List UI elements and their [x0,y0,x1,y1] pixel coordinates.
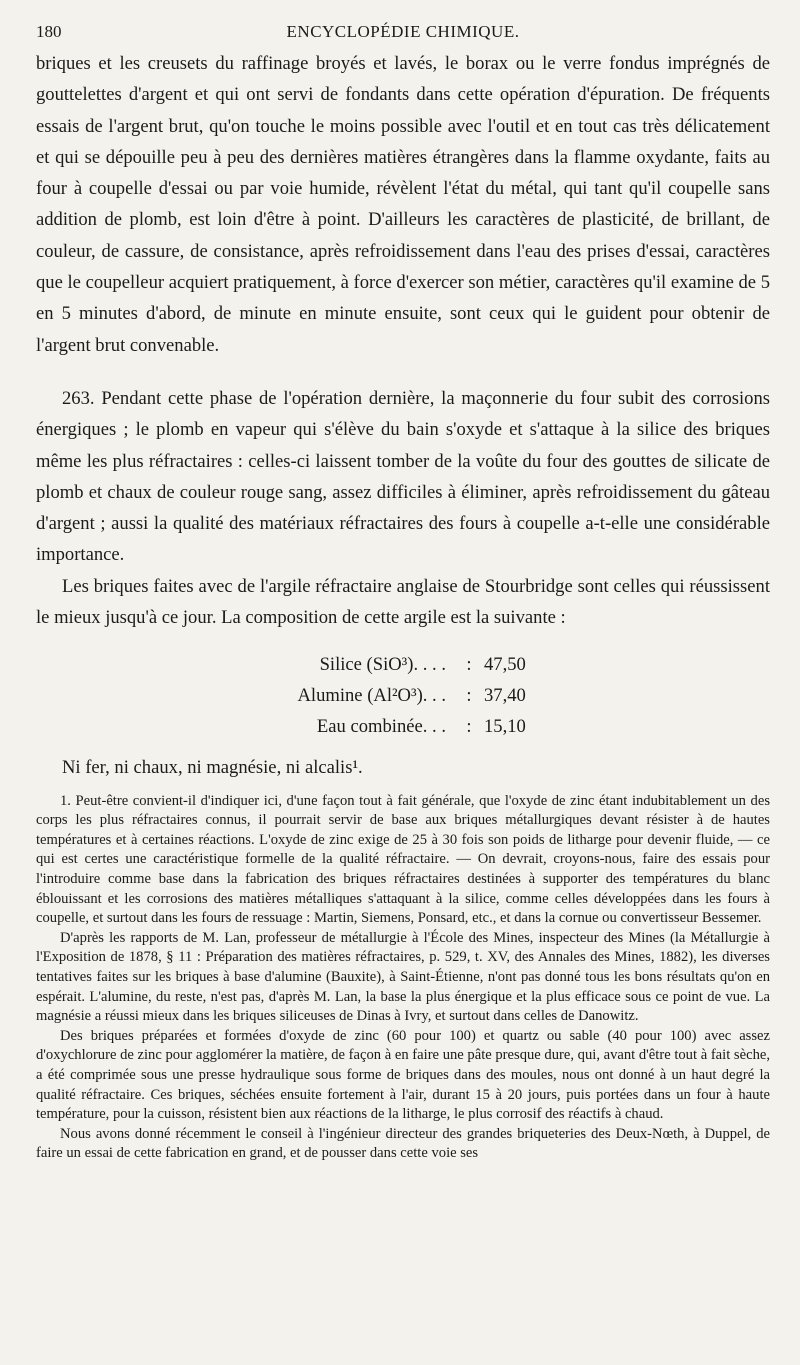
main-text [36,48,770,784]
footnote-zinc-bricks: Des briques préparées et formées d'oxyde de zinc (60 pour 100) et quartz ou sable (40 pour 100) avec assez d'oxychlorure de zinc pour agglomérer la matière, de façon à en faire une pâte presque dure, qui, avant d'être tout à fait sèche, a été comprimée sous une presse hydraulique sous forme de briques dans des moules, nous ont donné à un haut degré la qualité réfractaire. Ces briques, séchées ensuite fortement à l'air, durant 15 à 20 jours, puis portées dans un four à haute température, pour la cuisson, résistent bien aux réactions de la litharge, le plus corrosif des réactifs à chaud. [36,1027,770,1123]
running-title: ENCYCLOPÉDIE CHIMIQUE. [286,22,520,41]
composition-label: Alumine (Al²O³). . . [297,685,446,707]
footnote-1: 1. Peut-être convient-il d'indiquer ici, d'une façon tout à fait générale, que l'oxyde de zinc étant indubitablement un des corps les plus réfractaires connus, il pourrait servir de base aux briques métallurgiques devant résister à de hautes températures et à certaines réactions. L'oxyde de zinc exige de 25 à 30 fois son poids de litharge pour devenir fluide, — ce qui est certes une caractéristique formelle de la qualité réfractaire. — On devrait, croyons-nous, faire des essais pour l'introduire comme base dans la fabrication des briques réfractaires destinées à supporter des températures du blanc éblouissant et les corrosions des matières métalliques s'attaquant à la silice, comme celles développées dans les fours à coupelle, et surtout dans les fours de ressuage : Martin, Siemens, Ponsard, etc., et dans la cornue ou convertisseur Bessemer. [36,792,770,927]
paragraph-1: briques et les creusets du raffinage broyés et lavés, le borax ou le verre fondus imprégnés de gouttelettes d'argent et qui ont servi de fondants dans cette opération d'épuration. De fréquents essais de l'argent brut, qu'on touche le moins possible avec l'outil et en tout cas très délicatement et qui se dépouille peu à peu des dernières matières étrangères dans la flamme oxydante, faits au four à coupelle d'essai ou par voie humide, révèlent l'état du métal, qui tant qu'il coupelle sans addition de plomb, est loin d'être à point. D'ailleurs les caractères de plasticité, de brillant, de couleur, de cassure, de consistance, après refroidissement dans l'eau des prises d'essai, caractères que le coupelleur acquiert pratiquement, à force d'exercer son métier, caractères qu'il examine de 5 en 5 minutes d'abord, de minute en minute ensuite, sont ceux qui le guident pour obtenir de l'argent brut convenable. [36,53,770,356]
paragraph-stourbridge: Les briques faites avec de l'argile réfractaire anglaise de Stourbridge sont celles qui réussissent le mieux jusqu'à ce jour. La composition de cette argile est la suivante : [36,575,770,629]
page-header [36,18,770,48]
footnote-duppel: Nous avons donné récemment le conseil à l'ingénieur directeur des grandes briqueteries des Deux-Nœth, à Duppel, de faire un essai de cette fabrication en grand, et de pousser dans cette voie ses [36,1125,770,1162]
page-number: 180 [36,22,62,41]
composition-label: Silice (SiO³). . . . [319,654,446,676]
footnotes [36,792,770,1164]
paragraph-ni-fer: Ni fer, ni chaux, ni magnésie, ni alcalis¹. [62,757,363,779]
composition-row-alumine [36,680,770,711]
composition-table [36,649,770,742]
composition-row-eau [36,711,770,742]
composition-value: 47,50 [484,654,526,676]
composition-colon: : [466,685,472,707]
paragraph-263: 263. Pendant cette phase de l'opération dernière, la maçonnerie du four subit des corrosions énergiques ; le plomb en vapeur qui s'élève du bain s'oxyde et s'attaque à la silice des briques même les plus réfractaires : celles-ci laissent tomber de la voûte du four des gouttes de silicate de plomb et chaux de couleur rouge sang, assez difficiles à éliminer, après refroidissement du gâteau d'argent ; aussi la qualité des matériaux réfractaires des fours à coupelle a-t-elle une considérable importance. [36,387,770,566]
composition-row-silice [36,649,770,680]
composition-value: 37,40 [484,685,526,707]
composition-colon: : [466,716,472,738]
footnote-lan: D'après les rapports de M. Lan, professeur de métallurgie à l'École des Mines, inspecteur des Mines (la Métallurgie à l'Exposition de 1878, § 11 : Préparation des matières réfractaires, p. 529, t. XV, des Annales des Mines, 1882), les diverses tentatives faites sur les briques à base d'alumine (Bauxite), à Saint-Étienne, n'ont pas donné tous les bons résultats qu'on en espérait. L'alumine, du reste, n'est pas, d'après M. Lan, la base la plus énergique et la plus efficace sous ce point de vue. La magnésie a réussi mieux dans les briques siliceuses de Dinas à Ivry, et surtout dans celles de Danowitz. [36,929,770,1025]
composition-label: Eau combinée. . . [316,716,446,738]
composition-value: 15,10 [484,716,526,738]
composition-colon: : [466,654,472,676]
